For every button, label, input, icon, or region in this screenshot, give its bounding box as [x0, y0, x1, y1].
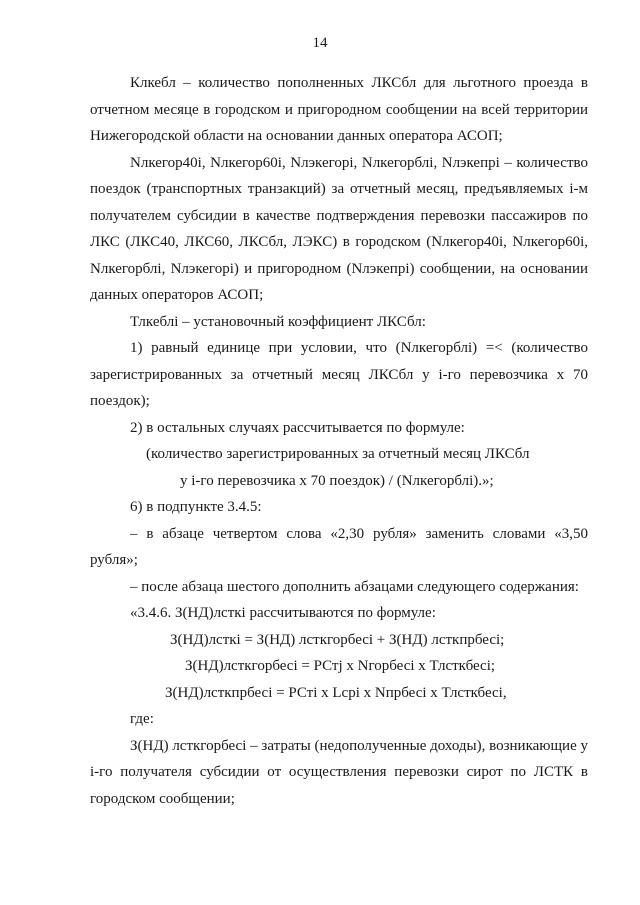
- paragraph-where: где:: [130, 711, 154, 727]
- paragraph-trip-counts-definition: Nлкегор40i, Nлкегор60i, Nлэкегорi, Nлкегорблi, Nлэкепрi – количество поездок (транспортных транзакций) за отчетный месяц, предъявляемых i-м получателем субсидии в качестве подтверждения перевозки пассажиров по ЛКС (ЛКС40, ЛКС60, ЛКСбл, ЛЭКС) в городском (Nлкегор40i, Nлкегор60i, Nлкегорблi, Nлэкегорi) и пригородном (Nлэкепрi) сообщении, на основании данных операторов АСОП;: [90, 154, 588, 303]
- paragraph-346-heading: «3.4.6. З(НД)лсткi рассчитываются по формуле:: [130, 605, 436, 621]
- paragraph-replace-words: – в абзаце четвертом слова «2,30 рубля» заменить словами «3,50 рубля»;: [90, 525, 588, 568]
- paragraph-add-paragraphs: – после абзаца шестого дополнить абзацами следующего содержания:: [130, 578, 579, 595]
- paragraph-condition-2: 2) в остальных случаях рассчитывается по формуле:: [130, 419, 465, 436]
- paragraph-subpoint-345: 6) в подпункте 3.4.5:: [130, 499, 262, 515]
- paragraph-condition-1: 1) равный единице при условии, что (Nлкегорблi) =< (количество зарегистрированных за отчетный месяц ЛКСбл у i-го перевозчика х 70 поездок);: [90, 340, 588, 409]
- page-number: 14: [312, 35, 328, 51]
- formula-coefficient-line-2: у i-го перевозчика х 70 поездок) / (Nлкегорблi).»;: [180, 472, 494, 489]
- paragraph-city-costs-definition: З(НД) лсткгорбесi – затраты (недополученные доходы), возникающие у i-го получателя субсидии от осуществления перевозки сирот по ЛСТК в городском сообщении;: [90, 737, 588, 807]
- formula-costs-city: З(НД)лсткгорбесi = РСтj х Nгорбесi х Тлсткбесi;: [185, 658, 496, 674]
- formula-costs-suburban: З(НД)лсткпрбесi = РСтi х Lсрi х Nпрбесi х Тлсткбесi,: [165, 684, 507, 701]
- paragraph-coefficient-definition: Тлкеблi – установочный коэффициент ЛКСбл:: [130, 313, 426, 330]
- document-body: [90, 70, 588, 812]
- paragraph-klkebl-definition: Клкебл – количество пополненных ЛКСбл для льготного проезда в отчетном месяце в городском и пригородном сообщении на всей территории Нижегородской области на основании данных оператора АСОП;: [90, 75, 588, 144]
- formula-coefficient-line-1: (количество зарегистрированных за отчетный месяц ЛКСбл: [146, 446, 530, 462]
- formula-costs-total: З(НД)лсткi = З(НД) лсткгорбесi + З(НД) лсткпрбесi;: [170, 631, 505, 648]
